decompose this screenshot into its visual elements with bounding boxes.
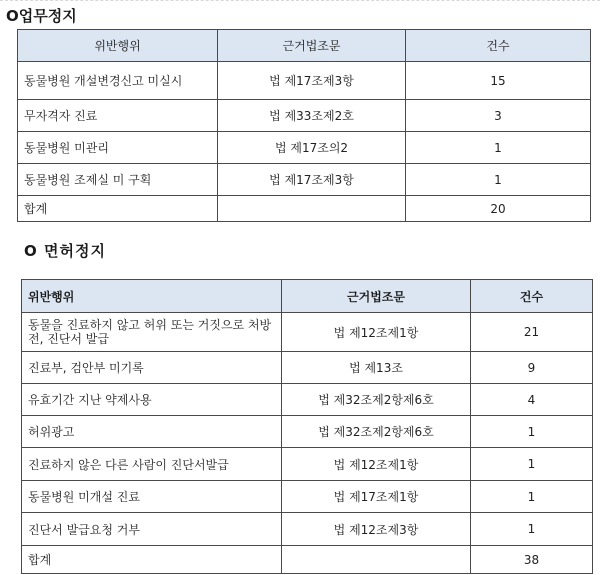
header-law: 근거법조문 xyxy=(282,280,471,313)
law-cell: 법 제33조제2호 xyxy=(218,100,406,132)
table-row xyxy=(22,513,593,546)
total-label-cell: 합계 xyxy=(18,196,218,222)
table-row xyxy=(22,481,593,513)
header-count: 건수 xyxy=(471,280,593,313)
count-cell: 21 xyxy=(471,313,593,352)
violation-cell: 유효기간 지난 약제사용 xyxy=(22,384,282,416)
table-row xyxy=(22,416,593,448)
violation-cell: 진료부, 검안부 미기록 xyxy=(22,352,282,384)
violation-cell: 동물병원 미개설 진료 xyxy=(22,481,282,513)
law-cell: 법 제17조제3항 xyxy=(218,62,406,100)
count-cell: 1 xyxy=(471,513,593,546)
header-count: 건수 xyxy=(406,30,591,62)
total-count-cell: 20 xyxy=(406,196,591,222)
total-label-cell: 합계 xyxy=(22,546,282,574)
table-row xyxy=(22,448,593,481)
section-title-business-suspension: O업무정지 xyxy=(6,7,77,25)
table-row xyxy=(22,313,593,352)
law-cell: 법 제32조제2항제6호 xyxy=(282,416,471,448)
section-title-license-suspension: O 면허정지 xyxy=(24,242,106,260)
law-cell: 법 제17조제1항 xyxy=(282,481,471,513)
count-cell: 1 xyxy=(406,164,591,196)
violation-cell: 허위광고 xyxy=(22,416,282,448)
header-law: 근거법조문 xyxy=(218,30,406,62)
table-row xyxy=(18,62,591,100)
count-cell: 1 xyxy=(471,448,593,481)
violation-cell: 동물을 진료하지 않고 허위 또는 거짓으로 처방전, 진단서 발급 xyxy=(22,313,282,352)
total-law-cell xyxy=(218,196,406,222)
page-top-border xyxy=(0,0,600,3)
count-cell: 1 xyxy=(406,132,591,164)
table-total-row xyxy=(22,546,593,574)
table-row xyxy=(18,132,591,164)
count-cell: 9 xyxy=(471,352,593,384)
violation-cell: 동물병원 조제실 미 구획 xyxy=(18,164,218,196)
count-cell: 3 xyxy=(406,100,591,132)
violation-cell: 무자격자 진료 xyxy=(18,100,218,132)
table-header-row xyxy=(22,280,593,313)
violation-cell: 진료하지 않은 다른 사람이 진단서발급 xyxy=(22,448,282,481)
header-violation: 위반행위 xyxy=(18,30,218,62)
license-suspension-table xyxy=(21,279,593,574)
violation-cell: 동물병원 개설변경신고 미실시 xyxy=(18,62,218,100)
count-cell: 15 xyxy=(406,62,591,100)
total-law-cell xyxy=(282,546,471,574)
law-cell: 법 제17조의2 xyxy=(218,132,406,164)
table-row xyxy=(18,164,591,196)
count-cell: 1 xyxy=(471,481,593,513)
total-count-cell: 38 xyxy=(471,546,593,574)
business-suspension-table xyxy=(17,29,591,222)
law-cell: 법 제32조제2항제6호 xyxy=(282,384,471,416)
table-header-row xyxy=(18,30,591,62)
header-violation: 위반행위 xyxy=(22,280,282,313)
table-row xyxy=(22,352,593,384)
law-cell: 법 제17조제3항 xyxy=(218,164,406,196)
table-row xyxy=(18,100,591,132)
table-row xyxy=(22,384,593,416)
law-cell: 법 제12조제1항 xyxy=(282,448,471,481)
violation-cell: 동물병원 미관리 xyxy=(18,132,218,164)
violation-cell: 진단서 발급요청 거부 xyxy=(22,513,282,546)
law-cell: 법 제12조제1항 xyxy=(282,313,471,352)
count-cell: 1 xyxy=(471,416,593,448)
table-total-row xyxy=(18,196,591,222)
law-cell: 법 제13조 xyxy=(282,352,471,384)
count-cell: 4 xyxy=(471,384,593,416)
law-cell: 법 제12조제3항 xyxy=(282,513,471,546)
